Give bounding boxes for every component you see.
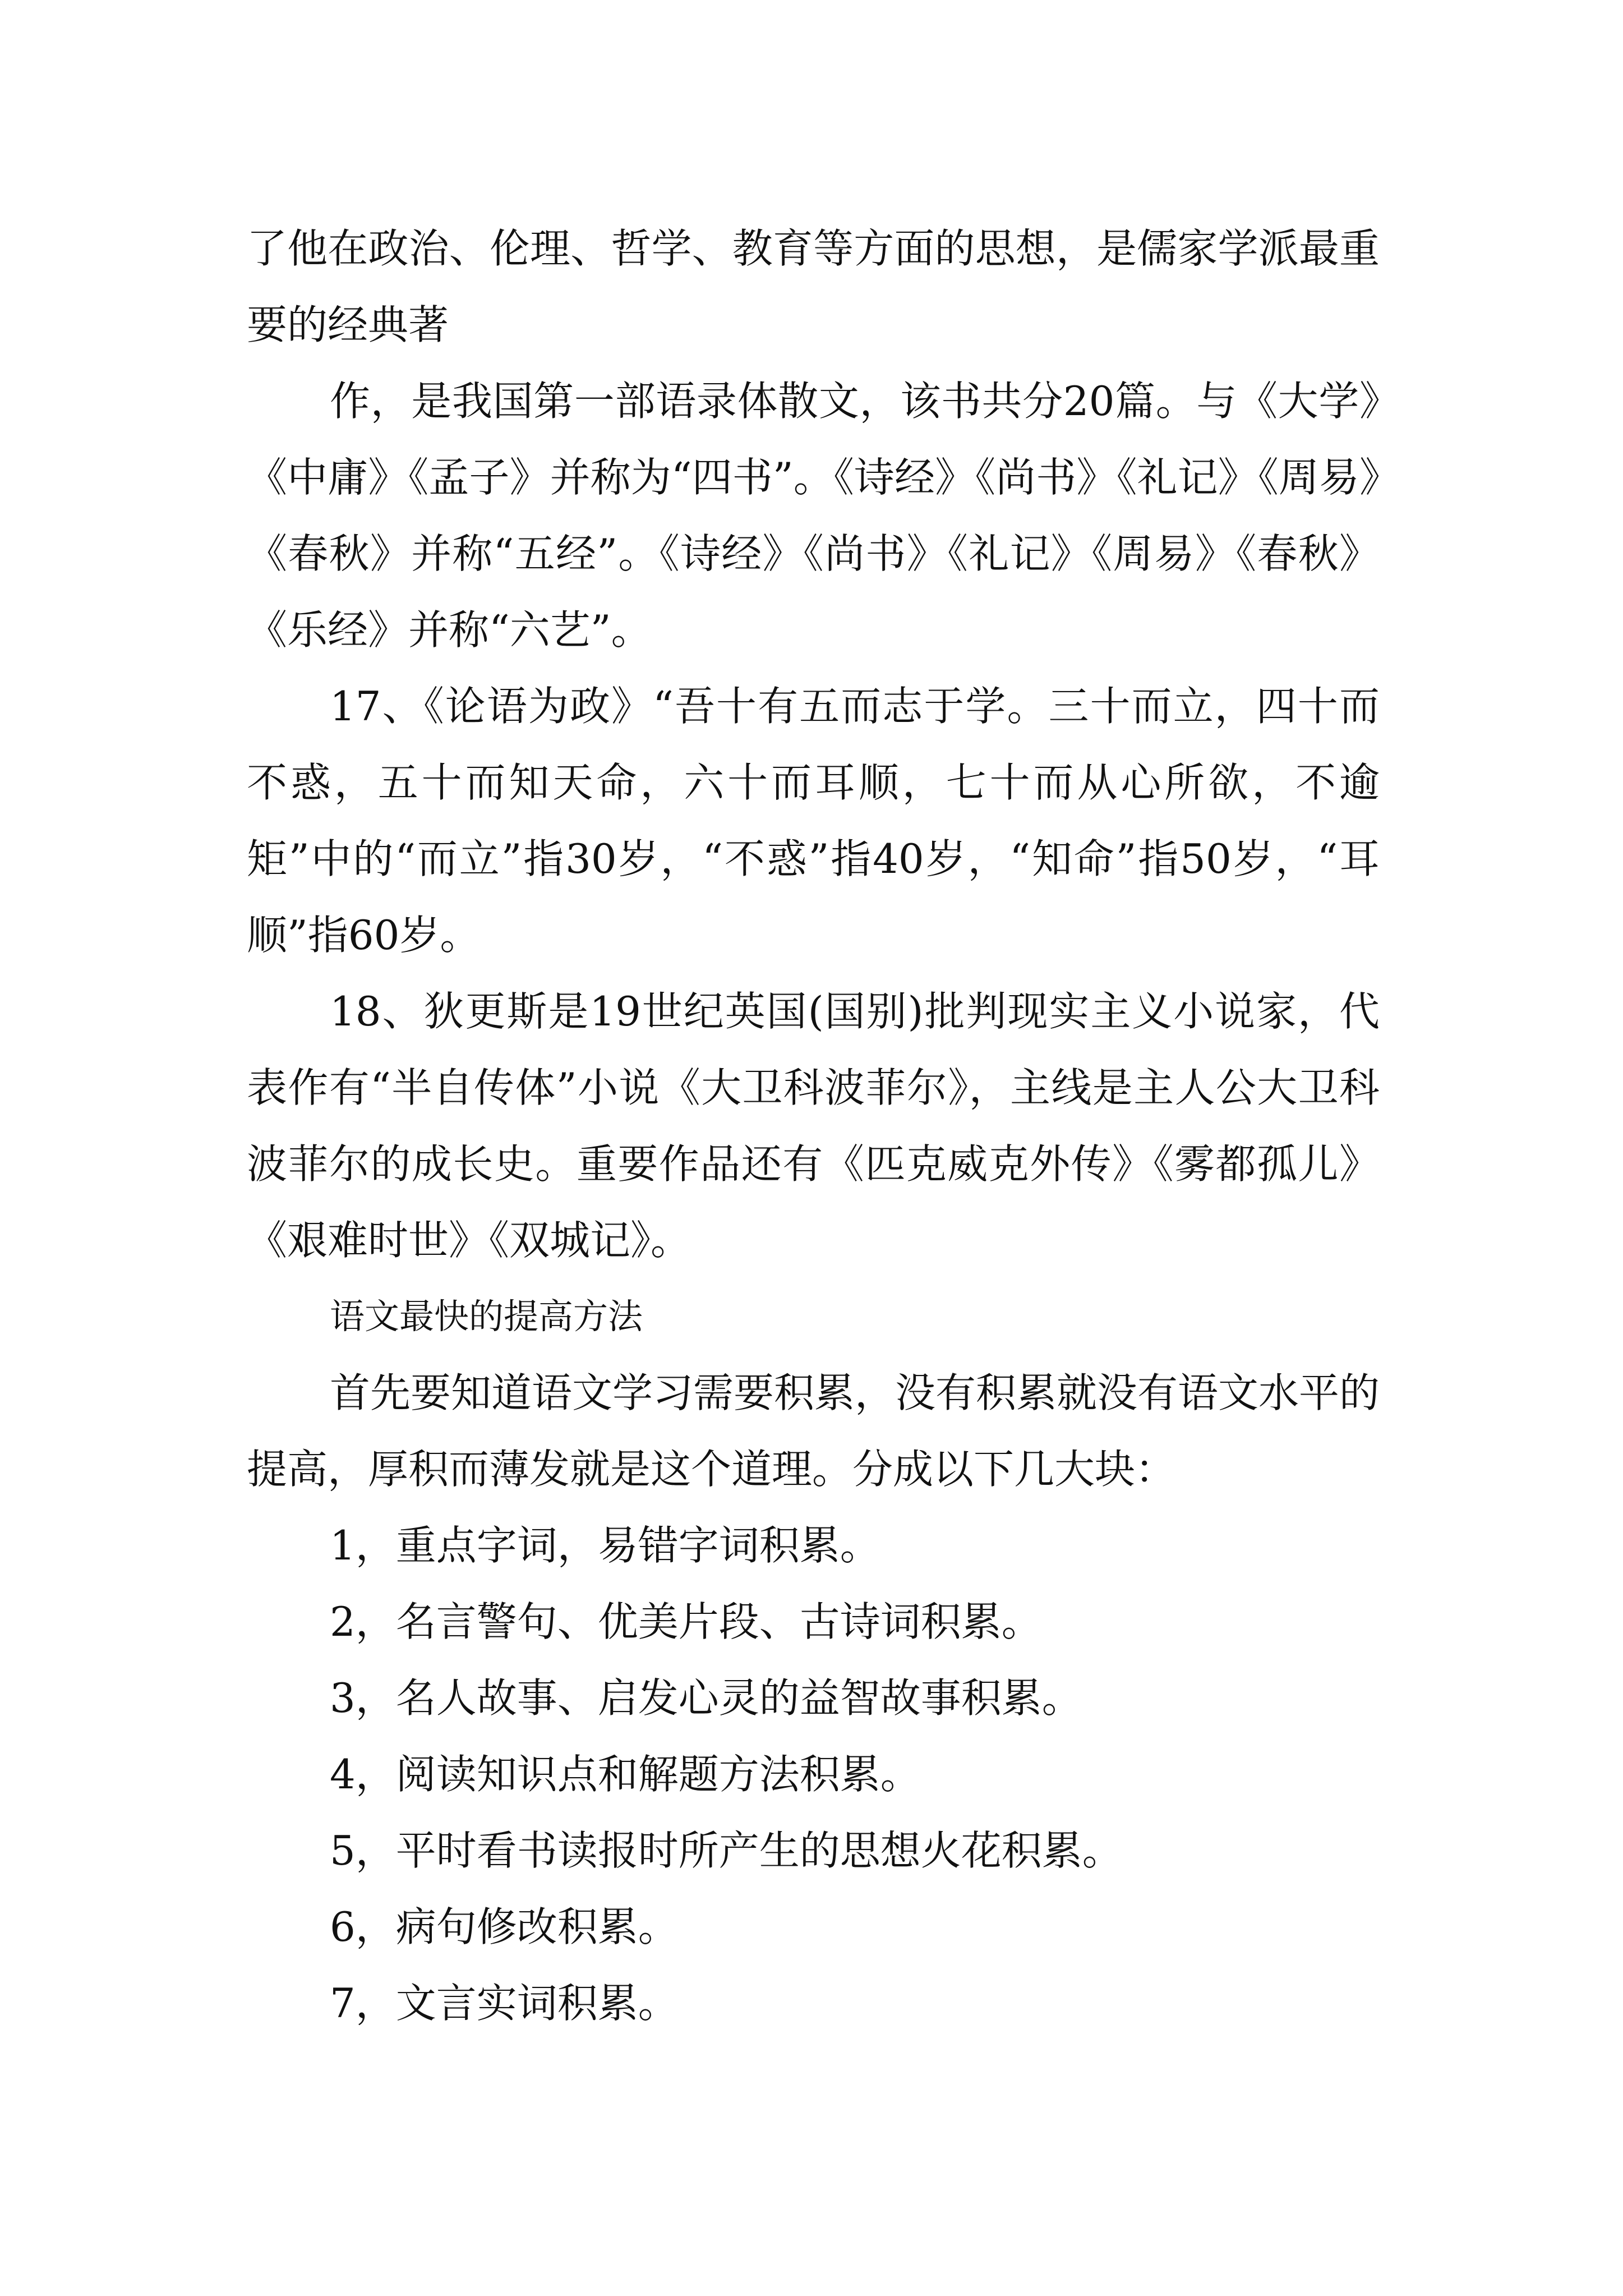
paragraph-intro: 首先要知道语文学习需要积累，没有积累就没有语文水平的提高，厚积而薄发就是这个道理。分成以下几大块： [247,1369,1380,1493]
list-item-4: 4，阅读知识点和解题方法积累。 [330,1751,921,1798]
paragraph-item-18: 18、狄更斯是19世纪英国(国别)批判现实主义小说家，代表作有“半自传体”小说《大卫科波菲尔》，主线是主人公大卫科波菲尔的成长史。重要作品还有《匹克威克外传》《雾都孤儿》《艰难时世》《双城记》。 [247,988,1380,1264]
list-item-7: 7，文言实词积累。 [330,1980,679,2027]
list-item-5: 5，平时看书读报时所产生的思想火花积累。 [330,1827,1123,1874]
list-item-2: 2，名言警句、优美片段、古诗词积累。 [330,1598,1042,1645]
paragraph-item-17: 17、《论语为政》“吾十有五而志于学。三十而立，四十而不惑，五十而知天命，六十而耳顺，七十而从心所欲，不逾矩”中的“而立”指30岁，“不惑”指40岁，“知命”指50岁，“耳顺”指60岁。 [247,683,1380,959]
list-item-6: 6，病句修改积累。 [330,1903,679,1950]
document-page [247,210,1380,2041]
paragraph-analects-description: 作，是我国第一部语录体散文，该书共分20篇。与《大学》《中庸》《孟子》并称为“四书”。《诗经》《尚书》《礼记》《周易》《春秋》并称“五经”。《诗经》《尚书》《礼记》《周易》《春秋》《乐经》并称“六艺”。 [247,378,1380,654]
paragraph-continuation-confucius: 了他在政治、伦理、哲学、教育等方面的思想，是儒家学派最重要的经典著 [247,225,1380,348]
section-heading: 语文最快的提高方法 [330,1296,643,1337]
list-item-1: 1，重点字词，易错字词积累。 [330,1522,880,1569]
list-item-3: 3，名人故事、启发心灵的益智故事积累。 [330,1674,1082,1722]
